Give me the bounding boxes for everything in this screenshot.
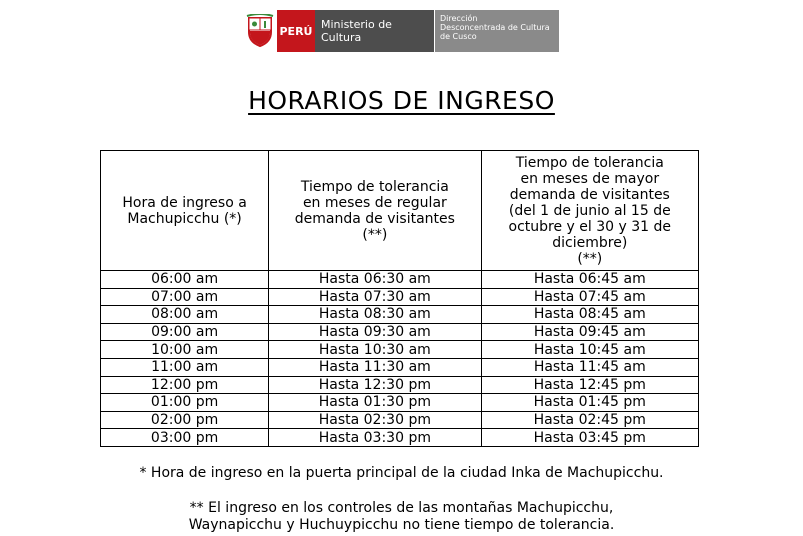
cell-high-demand-tolerance: Hasta 12:45 pm (481, 376, 698, 394)
table-row (101, 341, 699, 359)
cell-regular-tolerance: Hasta 02:30 pm (269, 411, 481, 429)
header-regular-tolerance: Tiempo de tolerancia en meses de regular demanda de visitantes (**) (269, 151, 481, 271)
table-row (101, 358, 699, 376)
cell-high-demand-tolerance: Hasta 01:45 pm (481, 394, 698, 412)
table-row (101, 288, 699, 306)
cell-regular-tolerance: Hasta 03:30 pm (269, 429, 481, 447)
cell-regular-tolerance: Hasta 07:30 am (269, 288, 481, 306)
cell-regular-tolerance: Hasta 11:30 am (269, 358, 481, 376)
table-header-row (101, 151, 699, 271)
cell-entry-time: 06:00 am (101, 271, 269, 289)
header-entry-time: Hora de ingreso a Machupicchu (*) (101, 151, 269, 271)
table-row (101, 376, 699, 394)
direction-label (435, 10, 559, 52)
cell-entry-time: 11:00 am (101, 358, 269, 376)
cell-regular-tolerance: Hasta 10:30 am (269, 341, 481, 359)
cell-entry-time: 12:00 pm (101, 376, 269, 394)
cell-high-demand-tolerance: Hasta 11:45 am (481, 358, 698, 376)
cell-regular-tolerance: Hasta 12:30 pm (269, 376, 481, 394)
ministry-logo (243, 10, 559, 52)
table-row (101, 323, 699, 341)
cell-high-demand-tolerance: Hasta 10:45 am (481, 341, 698, 359)
cell-high-demand-tolerance: Hasta 06:45 am (481, 271, 698, 289)
peru-label: PERÚ (277, 10, 315, 52)
note-mountains: ** El ingreso en los controles de las montañas Machupicchu, Waynapicchu y Huchuypicchu no tiene tiempo de tolerancia. (188, 500, 615, 533)
note-entry-gate: * Hora de ingreso en la puerta principal de la ciudad Inka de Machupicchu. (139, 465, 664, 481)
cell-high-demand-tolerance: Hasta 07:45 am (481, 288, 698, 306)
cell-high-demand-tolerance: Hasta 03:45 pm (481, 429, 698, 447)
table-row (101, 429, 699, 447)
cell-high-demand-tolerance: Hasta 08:45 am (481, 306, 698, 324)
direction-line: Desconcentrada de Cultura (440, 23, 550, 32)
page-title: HORARIOS DE INGRESO (248, 86, 555, 115)
cell-regular-tolerance: Hasta 06:30 am (269, 271, 481, 289)
direction-line: de Cusco (440, 32, 477, 41)
coat-of-arms-icon (243, 10, 277, 52)
cell-entry-time: 09:00 am (101, 323, 269, 341)
table-row (101, 271, 699, 289)
cell-high-demand-tolerance: Hasta 09:45 am (481, 323, 698, 341)
table-row (101, 411, 699, 429)
ministry-label: Ministerio de Cultura (315, 10, 435, 52)
table-row (101, 306, 699, 324)
cell-entry-time: 10:00 am (101, 341, 269, 359)
cell-regular-tolerance: Hasta 08:30 am (269, 306, 481, 324)
cell-high-demand-tolerance: Hasta 02:45 pm (481, 411, 698, 429)
header-high-demand-tolerance: Tiempo de tolerancia en meses de mayor demanda de visitantes (del 1 de junio al 15 de octubre y el 30 y 31 de diciembre) (**) (481, 151, 698, 271)
cell-entry-time: 08:00 am (101, 306, 269, 324)
schedule-table (100, 150, 699, 447)
cell-entry-time: 01:00 pm (101, 394, 269, 412)
cell-entry-time: 02:00 pm (101, 411, 269, 429)
cell-regular-tolerance: Hasta 09:30 am (269, 323, 481, 341)
cell-entry-time: 03:00 pm (101, 429, 269, 447)
cell-regular-tolerance: Hasta 01:30 pm (269, 394, 481, 412)
direction-line: Dirección (440, 14, 478, 23)
table-row (101, 394, 699, 412)
cell-entry-time: 07:00 am (101, 288, 269, 306)
